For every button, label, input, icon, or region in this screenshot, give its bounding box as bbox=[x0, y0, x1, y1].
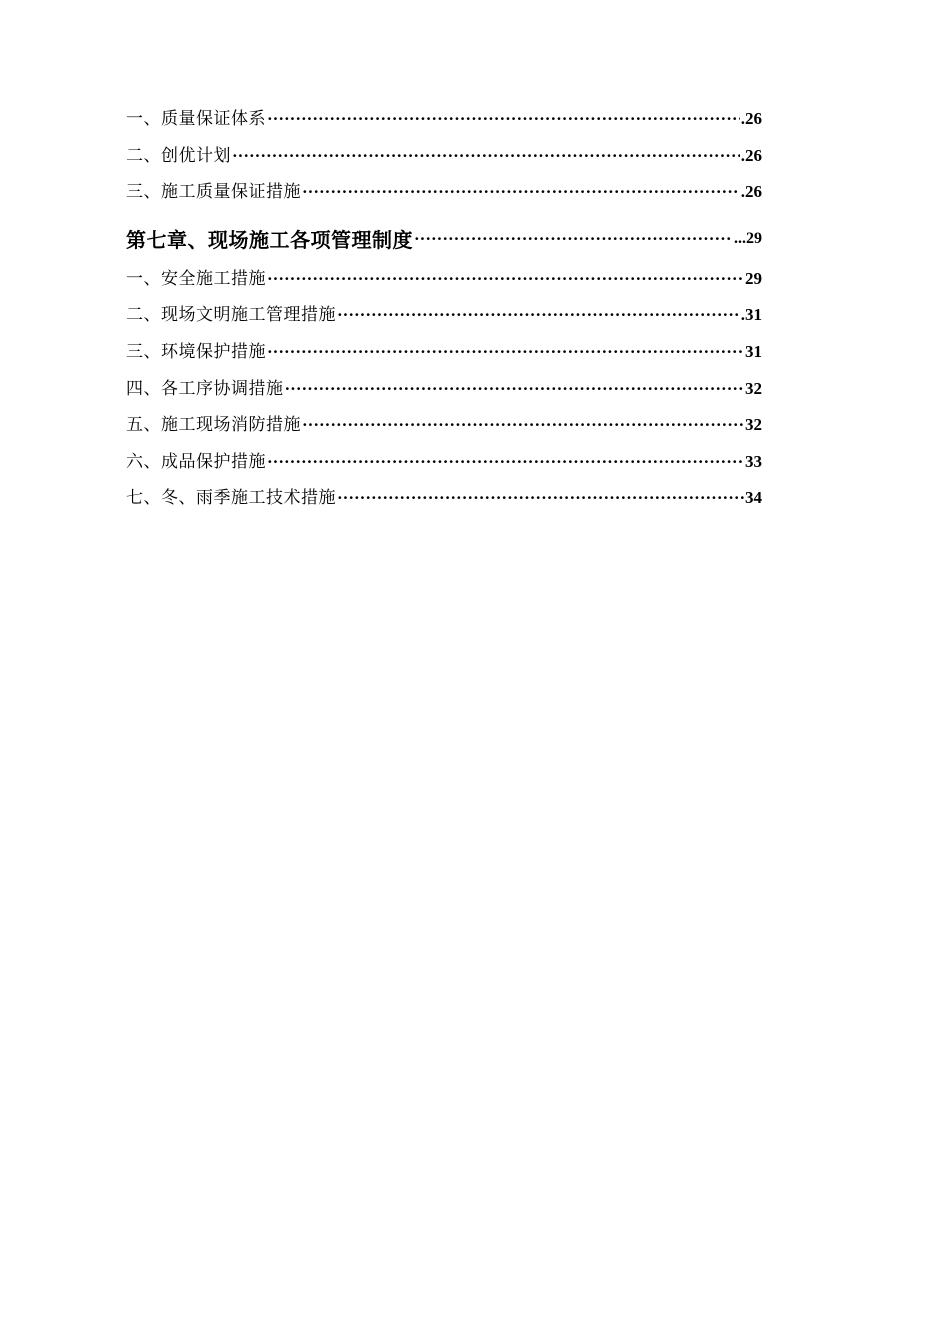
toc-dot-leader bbox=[337, 305, 740, 325]
toc-chapter-seven[interactable] bbox=[126, 214, 762, 264]
toc-entry-title: 七、冬、雨季施工技术措施 bbox=[126, 488, 336, 509]
toc-entry-title: 二、创优计划 bbox=[126, 145, 231, 166]
toc-entry-title: 六、成品保护措施 bbox=[126, 451, 266, 472]
toc-entry-environmental-protection[interactable] bbox=[126, 337, 762, 374]
toc-page-number: .26 bbox=[740, 182, 762, 202]
toc-entry-safety-measures[interactable] bbox=[126, 264, 762, 301]
toc-entry-winter-rain-measures[interactable] bbox=[126, 483, 762, 520]
toc-entry-product-protection[interactable] bbox=[126, 447, 762, 484]
table-of-contents bbox=[126, 104, 762, 520]
toc-page-number: .31 bbox=[740, 305, 762, 325]
toc-page-number: 31 bbox=[745, 341, 762, 361]
toc-page-number: 32 bbox=[745, 378, 762, 398]
toc-page-number: ...29 bbox=[734, 229, 762, 247]
toc-dot-leader bbox=[267, 342, 744, 362]
toc-entry-title: 五、施工现场消防措施 bbox=[126, 415, 301, 436]
toc-dot-leader bbox=[267, 109, 740, 129]
toc-dot-leader bbox=[414, 229, 733, 249]
toc-page-number: 32 bbox=[745, 415, 762, 435]
toc-dot-leader bbox=[302, 182, 740, 202]
toc-dot-leader bbox=[267, 452, 744, 472]
toc-entry-excellence-plan[interactable] bbox=[126, 141, 762, 178]
toc-dot-leader bbox=[302, 415, 744, 435]
toc-page-number: .26 bbox=[740, 145, 762, 165]
toc-entry-civilized-construction[interactable] bbox=[126, 300, 762, 337]
toc-dot-leader bbox=[232, 146, 740, 166]
toc-chapter-title: 第七章、现场施工各项管理制度 bbox=[126, 228, 413, 253]
toc-dot-leader bbox=[337, 488, 744, 508]
toc-page-number: 29 bbox=[745, 268, 762, 288]
toc-page-number: 33 bbox=[745, 451, 762, 471]
toc-entry-title: 四、各工序协调措施 bbox=[126, 378, 284, 399]
toc-entry-title: 三、环境保护措施 bbox=[126, 341, 266, 362]
toc-entry-quality-measures[interactable] bbox=[126, 177, 762, 214]
toc-entry-title: 一、质量保证体系 bbox=[126, 109, 266, 129]
toc-dot-leader bbox=[267, 269, 744, 289]
toc-dot-leader bbox=[285, 379, 745, 399]
toc-entry-title: 一、安全施工措施 bbox=[126, 268, 266, 289]
toc-page-number: .26 bbox=[740, 109, 762, 128]
toc-entry-fire-protection[interactable] bbox=[126, 410, 762, 447]
toc-page-number: 34 bbox=[745, 488, 762, 508]
toc-entry-title: 二、现场文明施工管理措施 bbox=[126, 305, 336, 326]
toc-entry-title: 三、施工质量保证措施 bbox=[126, 182, 301, 203]
toc-entry-quality-system[interactable] bbox=[126, 104, 762, 141]
toc-entry-process-coordination[interactable] bbox=[126, 374, 762, 411]
